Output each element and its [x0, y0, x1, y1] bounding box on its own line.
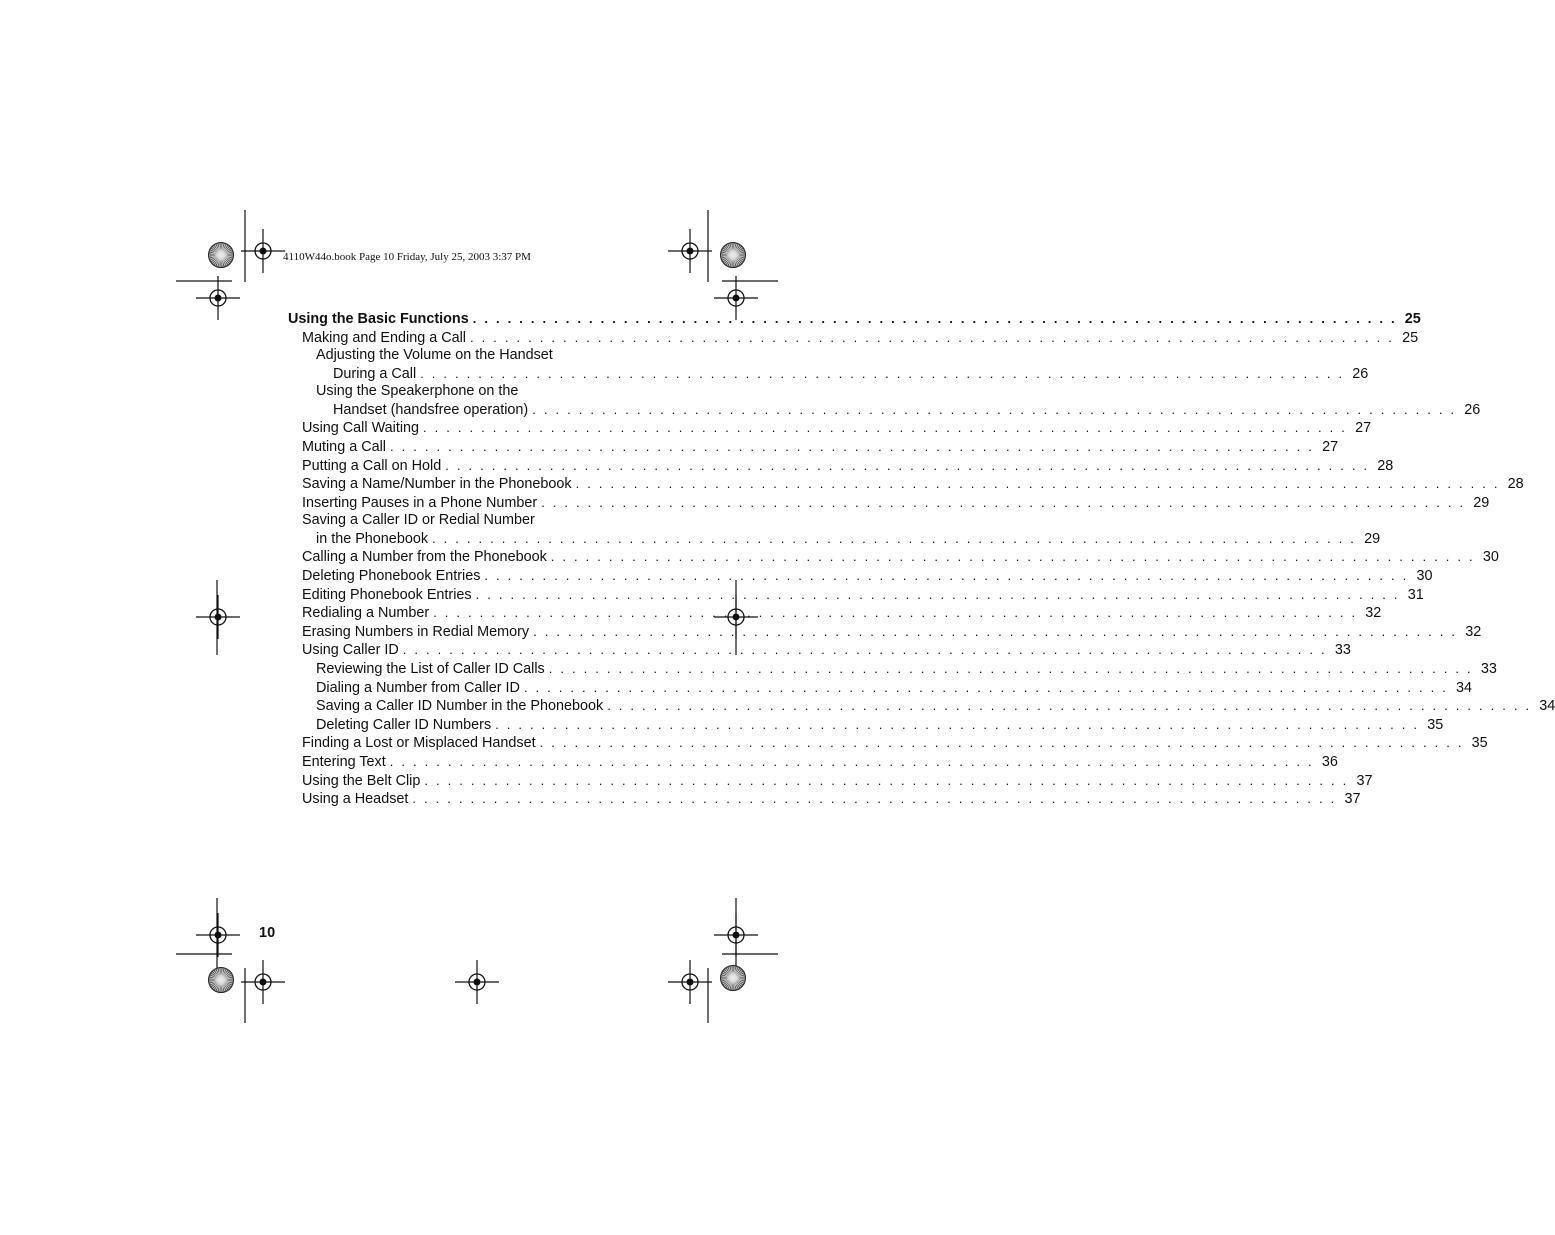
toc-entry-title: Erasing Numbers in Redial Memory: [302, 623, 530, 640]
dot-leader: . . . . . . . . . . . . . . . . . . . . . . . . . . . . . . . . . . . . . . . . . . . . . . . . . . . . . . . . . . . . . . . . . . . . . . . . . . . . . . . .: [533, 623, 1458, 639]
toc-entry-title: Making and Ending a Call: [302, 329, 466, 346]
color-bar-starburst-icon: [721, 243, 746, 268]
toc-page-number: 25: [1404, 311, 1421, 327]
dot-leader: . . . . . . . . . . . . . . . . . . . . . . . . . . . . . . . . . . . . . . . . . . . . . . . . . . . . . . . . . . . . . . . . . . . . . . . . . . . . . . . .: [607, 698, 1532, 714]
registration-target-icon: [455, 960, 499, 1004]
toc-page-number: 28: [1377, 457, 1394, 474]
toc-page-number: 30: [1482, 549, 1499, 566]
toc-page-number: 30: [1416, 568, 1433, 585]
registration-target-icon: [714, 913, 758, 957]
dot-leader: . . . . . . . . . . . . . . . . . . . . . . . . . . . . . . . . . . . . . . . . . . . . . . . . . . . . . . . . . . . . . . . . . . . . . . . . . . . . . . . .: [548, 661, 1473, 676]
dot-leader: . . . . . . . . . . . . . . . . . . . . . . . . . . . . . . . . . . . . . . . . . . . . . . . . . . . . . . . . . . . . . . . . . . . . . . . . . . . . . . . .: [433, 605, 1358, 621]
toc-entry: [288, 310, 1421, 329]
table-of-contents: [288, 310, 1555, 809]
toc-page-number: 32: [1465, 623, 1482, 640]
toc-entry-title: Using the Belt Clip: [302, 772, 421, 789]
toc-entry-title-continued: Handset (handsfree operation): [333, 401, 529, 418]
toc-entry-title: Saving a Caller ID Number in the Phonebook: [316, 698, 604, 715]
toc-entry-title: Using Caller ID: [302, 642, 399, 659]
dot-leader: . . . . . . . . . . . . . . . . . . . . . . . . . . . . . . . . . . . . . . . . . . . . . . . . . . . . . . . . . . . . . . . . . . . . . . . . . . . . . . . .: [495, 716, 1420, 732]
toc-entry: [302, 329, 1419, 348]
toc-entry-title: Saving a Name/Number in the Phonebook: [302, 476, 572, 493]
toc-page-number: 27: [1322, 438, 1339, 455]
toc-entry-title: Saving a Caller ID or Redial Number: [302, 512, 535, 529]
dot-leader: . . . . . . . . . . . . . . . . . . . . . . . . . . . . . . . . . . . . . . . . . . . . . . . . . . . . . . . . . . . . . . . . . . . . . . . . . . . . . . . .: [445, 457, 1370, 473]
registration-target-icon: [241, 960, 285, 1004]
dot-leader: . . . . . . . . . . . . . . . . . . . . . . . . . . . . . . . . . . . . . . . . . . . . . . . . . . . . . . . . . . . . . . . . . . . . . . . . . . . . . . . .: [423, 420, 1348, 436]
toc-entry: [302, 641, 1351, 660]
toc-page-number: 27: [1355, 420, 1372, 437]
registration-target-icon: [196, 276, 240, 320]
toc-entry: [302, 604, 1382, 623]
dot-leader: . . . . . . . . . . . . . . . . . . . . . . . . . . . . . . . . . . . . . . . . . . . . . . . . . . . . . . . . . . . . . . . . . . . . . . . . . . . . . . . .: [412, 791, 1337, 807]
toc-entry: [302, 419, 1372, 438]
toc-entry: [302, 567, 1433, 586]
registration-target-icon: [196, 913, 240, 957]
toc-entry-title: Deleting Caller ID Numbers: [316, 716, 492, 733]
toc-page-number: 33: [1334, 642, 1351, 659]
dot-leader: . . . . . . . . . . . . . . . . . . . . . . . . . . . . . . . . . . . . . . . . . . . . . . . . . . . . . . . . . . . . . . . . . . . . . . . . . . . . . . . .: [539, 735, 1464, 751]
toc-page-number: 35: [1471, 735, 1488, 752]
toc-page-number: 35: [1427, 716, 1444, 733]
toc-entry: [316, 716, 1444, 735]
toc-page-number: 25: [1402, 329, 1419, 346]
toc-entry: [302, 438, 1339, 457]
dot-leader: . . . . . . . . . . . . . . . . . . . . . . . . . . . . . . . . . . . . . . . . . . . . . . . . . . . . . . . . . . . . . . . . . . . . . . . . . . . . . . . .: [550, 549, 1475, 565]
page-number: 10: [259, 925, 276, 941]
toc-page-number: 33: [1480, 661, 1497, 677]
toc-entry: [302, 475, 1524, 494]
registration-target-icon: [668, 229, 712, 273]
dot-leader: . . . . . . . . . . . . . . . . . . . . . . . . . . . . . . . . . . . . . . . . . . . . . . . . . . . . . . . . . . . . . . . . . . . . . . . . . . . . . . . .: [541, 494, 1466, 510]
toc-entry-title: Reviewing the List of Caller ID Calls: [316, 661, 545, 677]
dot-leader: . . . . . . . . . . . . . . . . . . . . . . . . . . . . . . . . . . . . . . . . . . . . . . . . . . . . . . . . . . . . . . . . . . . . . . . . . . . . . . . .: [575, 476, 1500, 492]
toc-entry: [302, 753, 1338, 772]
toc-entry: [316, 383, 1481, 419]
dot-leader: . . . . . . . . . . . . . . . . . . . . . . . . . . . . . . . . . . . . . . . . . . . . . . . . . . . . . . . . . . . . . . . . . . . . . . . . . . . . . . . .: [402, 642, 1327, 658]
dot-leader: . . . . . . . . . . . . . . . . . . . . . . . . . . . . . . . . . . . . . . . . . . . . . . . . . . . . . . . . . . . . . . . . . . . . . . . . . . . . . . . .: [523, 679, 1449, 695]
toc-page-number: 37: [1356, 772, 1373, 789]
toc-entry: [302, 494, 1490, 513]
toc-entry: [302, 734, 1488, 753]
registration-target-icon: [241, 229, 285, 273]
toc-page-number: 32: [1365, 605, 1382, 622]
dot-leader: . . . . . . . . . . . . . . . . . . . . . . . . . . . . . . . . . . . . . . . . . . . . . . . . . . . . . . . . . . . . . . . . . . . . . . . . . . . . . . . .: [470, 329, 1395, 345]
toc-page-number: 34: [1456, 679, 1473, 696]
file-slug: 4110W44o.book Page 10 Friday, July 25, 2003 3:37 PM: [283, 251, 531, 263]
toc-entry-title: Using a Headset: [302, 791, 409, 808]
toc-page-number: 26: [1352, 365, 1369, 382]
toc-entry: [302, 623, 1482, 642]
color-bar-starburst-icon: [209, 968, 234, 993]
color-bar-starburst-icon: [209, 243, 234, 268]
toc-page-number: 29: [1364, 530, 1381, 547]
toc-entry-title: Muting a Call: [302, 438, 386, 455]
toc-entry: [302, 512, 1381, 548]
registration-target-icon: [196, 595, 240, 639]
toc-page-number: 31: [1407, 586, 1424, 603]
toc-entry-title: Using the Speakerphone on the: [316, 383, 519, 400]
dot-leader: . . . . . . . . . . . . . . . . . . . . . . . . . . . . . . . . . . . . . . . . . . . . . . . . . . . . . . . . . . . . . . . . . . . . . . . . . . . . . . . .: [484, 568, 1409, 584]
toc-entry: [302, 790, 1361, 809]
color-bar-starburst-icon: [721, 966, 746, 991]
dot-leader: . . . . . . . . . . . . . . . . . . . . . . . . . . . . . . . . . . . . . . . . . . . . . . . . . . . . . . . . . . . . . . . . . . . . . . . . . . . . . . . .: [532, 401, 1457, 417]
toc-entry: [302, 772, 1373, 791]
toc-entry-title: Putting a Call on Hold: [302, 457, 442, 474]
dot-leader: . . . . . . . . . . . . . . . . . . . . . . . . . . . . . . . . . . . . . . . . . . . . . . . . . . . . . . . . . . . . . . . . . . . . . . . . . . . . . . . .: [389, 438, 1315, 454]
toc-entry: [302, 548, 1499, 567]
toc-entry-title: Using the Basic Functions: [288, 311, 469, 327]
toc-entry-title: Entering Text: [302, 753, 386, 770]
dot-leader: . . . . . . . . . . . . . . . . . . . . . . . . . . . . . . . . . . . . . . . . . . . . . . . . . . . . . . . . . . . . . . . . . . . . . . . . . . . . . . . .: [389, 753, 1314, 769]
toc-page-number: 37: [1344, 791, 1361, 808]
dot-leader: . . . . . . . . . . . . . . . . . . . . . . . . . . . . . . . . . . . . . . . . . . . . . . . . . . . . . . . . . . . . . . . . . . . . . . . . . . . . . . . .: [432, 530, 1357, 546]
toc-entry-title: Dialing a Number from Caller ID: [316, 679, 520, 696]
toc-entry: [316, 697, 1555, 716]
toc-entry-title: Using Call Waiting: [302, 420, 420, 437]
toc-entry-title: Adjusting the Volume on the Handset: [316, 347, 553, 364]
toc-entry: [302, 586, 1424, 605]
toc-entry: [316, 347, 1369, 383]
toc-entry-title: Calling a Number from the Phonebook: [302, 549, 547, 566]
toc-entry: [316, 660, 1497, 679]
toc-page-number: 36: [1321, 753, 1338, 770]
toc-page-number: 26: [1464, 401, 1481, 418]
toc-entry-title-continued: in the Phonebook: [316, 530, 429, 547]
toc-entry: [316, 679, 1473, 698]
toc-entry-title: Editing Phonebook Entries: [302, 586, 472, 603]
toc-entry: [302, 457, 1394, 476]
toc-entry-title: Redialing a Number: [302, 605, 430, 622]
dot-leader: . . . . . . . . . . . . . . . . . . . . . . . . . . . . . . . . . . . . . . . . . . . . . . . . . . . . . . . . . . . . . . . . . . . . . . . . . . . . . . . .: [475, 586, 1400, 602]
toc-page-number: 29: [1473, 494, 1490, 511]
toc-entry-title: Deleting Phonebook Entries: [302, 568, 481, 585]
toc-page-number: 28: [1507, 476, 1524, 493]
dot-leader: . . . . . . . . . . . . . . . . . . . . . . . . . . . . . . . . . . . . . . . . . . . . . . . . . . . . . . . . . . . . . . . . . . . . . . . . . . . . . . . .: [420, 365, 1345, 381]
toc-page-number: 34: [1539, 698, 1555, 715]
toc-entry-title: Inserting Pauses in a Phone Number: [302, 494, 538, 511]
registration-target-icon: [668, 960, 712, 1004]
dot-leader: . . . . . . . . . . . . . . . . . . . . . . . . . . . . . . . . . . . . . . . . . . . . . . . . . . . . . . . . . . . . . . . . . . . . . . . . . . . . . . . .: [472, 311, 1397, 326]
toc-entry-title: Finding a Lost or Misplaced Handset: [302, 735, 536, 752]
dot-leader: . . . . . . . . . . . . . . . . . . . . . . . . . . . . . . . . . . . . . . . . . . . . . . . . . . . . . . . . . . . . . . . . . . . . . . . . . . . . . . . .: [424, 772, 1349, 788]
toc-entry-title-continued: During a Call: [333, 365, 417, 382]
